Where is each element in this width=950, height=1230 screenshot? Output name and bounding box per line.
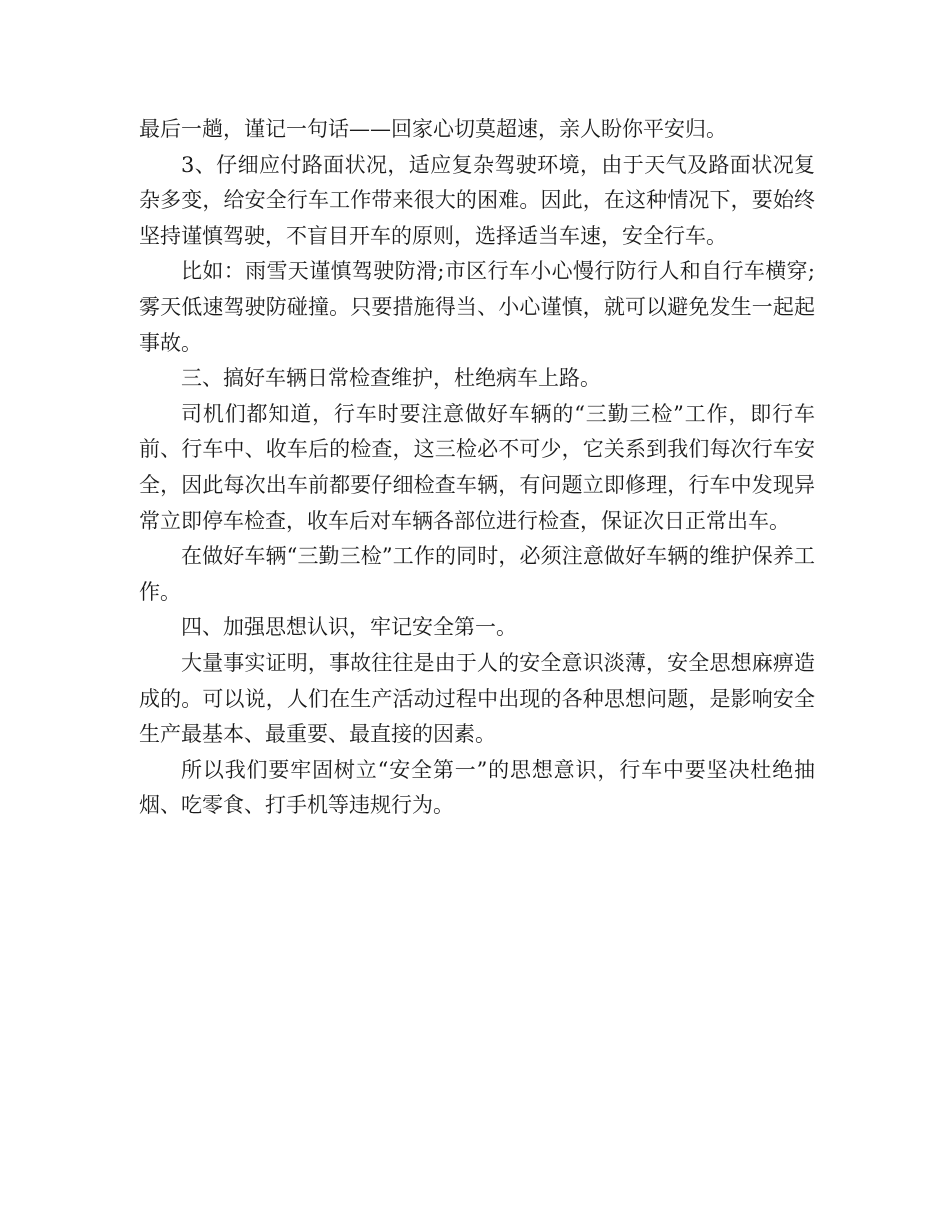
- paragraph-maintenance: 在做好车辆“三勤三检”工作的同时，必须注意做好车辆的维护保养工作。: [139, 544, 815, 604]
- paragraph-examples: 比如：雨雪天谨慎驾驶防滑;市区行车小心慢行防行人和自行车横穿;雾天低速驾驶防碰撞。只要措施得当、小心谨慎，就可以避免发生一起起事故。: [139, 259, 815, 355]
- document-body: [139, 112, 815, 824]
- section-heading-safety-first: 四、加强思想认识，牢记安全第一。: [181, 615, 517, 640]
- paragraph-conclusion: 所以我们要牢固树立“安全第一”的思想意识，行车中要坚决杜绝抽烟、吃零食、打手机等违规行为。: [139, 757, 815, 818]
- paragraph-three-checks: 司机们都知道，行车时要注意做好车辆的“三勤三检”工作，即行车前、行车中、收车后的检查，这三检必不可少，它关系到我们每次行车安全，因此每次出车前都要仔细检查车辆，有问题立即修理，行车中发现异常立即停车检查，收车后对车辆各部位进行检查，保证次日正常出车。: [139, 401, 815, 533]
- paragraph-continuation: 最后一趟，谨记一句话——回家心切莫超速，亲人盼你平安归。: [139, 117, 727, 141]
- paragraph-safety-awareness: 大量事实证明，事故往往是由于人的安全意识淡薄，安全思想麻痹造成的。可以说，人们在生产活动过程中出现的各种思想问题，是影响安全生产最基本、最重要、最直接的因素。: [139, 650, 815, 747]
- section-heading-vehicle-inspection: 三、搞好车辆日常检查维护，杜绝病车上路。: [181, 366, 601, 391]
- paragraph-road-conditions: 3、仔细应付路面状况，适应复杂驾驶环境，由于天气及路面状况复杂多变，给安全行车工作带来很大的困难。因此，在这种情况下，要始终坚持谨慎驾驶，不盲目开车的原则，选择适当车速，安全行车。: [139, 152, 815, 248]
